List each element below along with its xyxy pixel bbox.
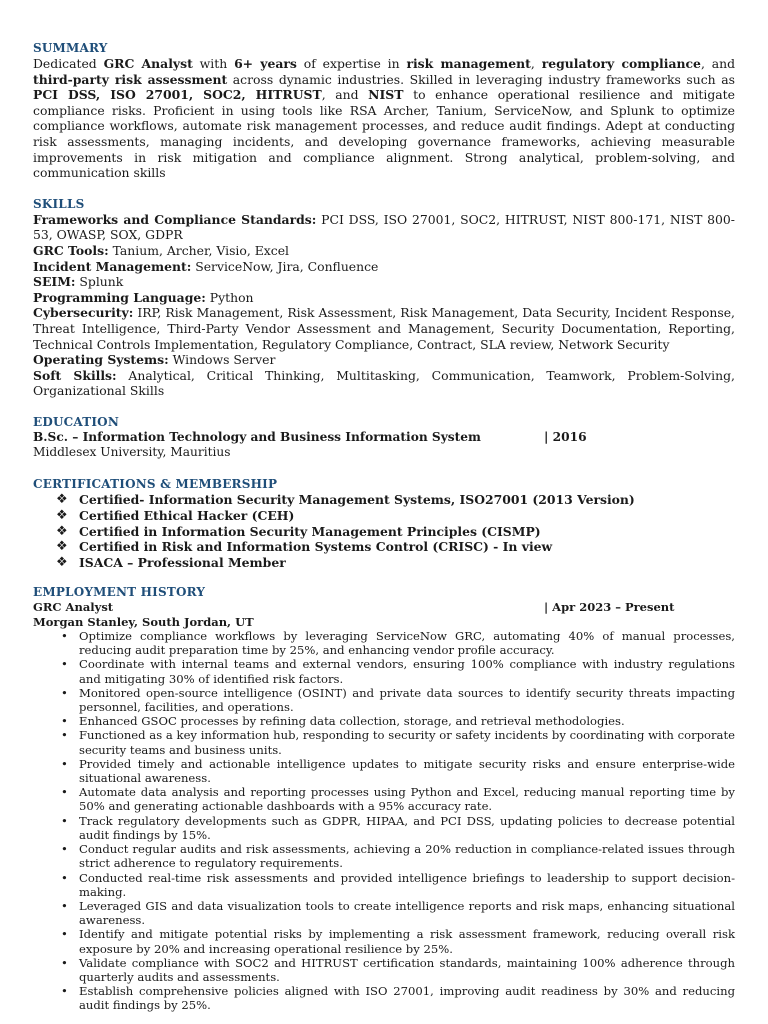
job-title: GRC Analyst [33, 600, 114, 615]
job-company: Morgan Stanley, South Jordan, UT [33, 615, 254, 630]
resume-page [33, 40, 735, 1013]
certification-item [56, 492, 735, 508]
duty-text: Functioned as a key information hub, responding to security or safety incidents by coordinating with corporate security teams and business units. [79, 728, 735, 757]
duty-item [61, 813, 735, 842]
certifications-heading: CERTIFICATIONS & MEMBERSHIP [33, 477, 278, 492]
duty-item [61, 984, 735, 1013]
skills-list [33, 212, 735, 399]
duty-text: Identify and mitigate potential risks by implementing a risk assessment framework, reducing overall risk exposure by 20% and increasing operational resilience by 25%. [79, 927, 735, 956]
certification-item [56, 508, 735, 524]
certification-item [56, 524, 735, 540]
summary-run: risk management [406, 56, 531, 71]
certification-item [56, 539, 735, 555]
duty-text: Optimize compliance workflows by leveraging ServiceNow GRC, automating 40% of manual processes, reducing audit preparation time by 25%, and enhancing vendor profile accuracy. [79, 629, 735, 658]
bullet-dot-icon: • [61, 657, 68, 672]
summary-run: , [530, 56, 542, 71]
diamond-bullet-icon: ❖ [56, 492, 68, 508]
bullet-dot-icon: • [61, 927, 68, 942]
skill-label: Soft Skills: [33, 367, 117, 383]
bullet-dot-icon: • [61, 898, 68, 913]
duty-text: Conducted real-time risk assessments and provided intelligence briefings to leadership to support decision-making. [79, 870, 735, 899]
duty-item [61, 842, 735, 871]
bullet-dot-icon: • [61, 842, 68, 857]
duty-text: Coordinate with internal teams and external vendors, ensuring 100% compliance with industry regulations and mitigating 30% of identified risk factors. [79, 657, 735, 686]
bullet-dot-icon: • [61, 813, 68, 828]
skill-line [33, 274, 735, 290]
summary-run: , and [700, 56, 736, 71]
duty-text: Establish comprehensive policies aligned with ISO 27001, improving audit readiness by 30% and reducing audit findings by 25%. [79, 984, 735, 1013]
skill-label: SEIM: [33, 274, 76, 290]
summary-run: GRC Analyst [103, 56, 193, 71]
skill-line [33, 259, 735, 275]
duty-item [61, 870, 735, 899]
summary-run: 6+ years [234, 56, 297, 71]
skill-line [33, 305, 735, 352]
skill-value: Windows Server [168, 352, 276, 368]
diamond-bullet-icon: ❖ [56, 555, 68, 571]
certifications-section [33, 476, 735, 571]
duty-text: Validate compliance with SOC2 and HITRUST certification standards, maintaining 100% adherence through quarterly audits and assessments. [79, 955, 735, 984]
duty-item [61, 785, 735, 814]
bullet-dot-icon: • [61, 629, 68, 644]
duty-item [61, 955, 735, 984]
duty-item [61, 728, 735, 757]
bullet-dot-icon: • [61, 728, 68, 743]
skill-line [33, 352, 735, 368]
bullet-dot-icon: • [61, 870, 68, 885]
skill-label: Frameworks and Compliance Standards: [33, 211, 317, 227]
duty-item [61, 756, 735, 786]
job-header-row [33, 600, 735, 615]
duty-text: Monitored open-source intelligence (OSINT) and private data sources to identify security threats impacting personnel, facilities, and operations. [79, 685, 735, 715]
certification-text: ISACA – Professional Member [79, 555, 286, 571]
summary-run: Dedicated [33, 56, 104, 71]
bullet-dot-icon: • [61, 785, 68, 800]
bullet-dot-icon: • [61, 714, 68, 729]
duty-text: Track regulatory developments such as GDPR, HIPAA, and PCI DSS, updating policies to decrease potential audit findings by 15%. [79, 813, 735, 842]
skills-section [33, 196, 735, 399]
diamond-bullet-icon: ❖ [56, 523, 68, 539]
job-duties-list [33, 629, 735, 1012]
summary-run: , and [321, 87, 369, 103]
duty-item [61, 898, 735, 928]
summary-text [33, 56, 735, 181]
duty-text: Leveraged GIS and data visualization tools to create intelligence reports and risk maps, enhancing situational awareness. [79, 898, 735, 928]
skill-value: ServiceNow, Jira, Confluence [191, 258, 379, 274]
duty-item [61, 657, 735, 686]
employment-heading: EMPLOYMENT HISTORY [33, 585, 206, 600]
certification-text: Certified in Risk and Information Systems Control (CRISC) - In view [79, 539, 553, 555]
bullet-dot-icon: • [61, 955, 68, 970]
duty-text: Automate data analysis and reporting processes using Python and Excel, reducing manual reporting time by 50% and generating actionable dashboards with a 95% accuracy rate. [79, 785, 735, 814]
skill-value: IRP, Risk Management, Risk Assessment, Risk Management, Data Security, Incident Response, Threat Intelligence, Third-Party Vendor Assessment and Management, Security Documentation, Reporting, Technical Controls Implementation, Regulatory Compliance, Contract, SLA review, Network Security [33, 305, 735, 352]
education-heading: EDUCATION [33, 414, 119, 429]
education-school: Middlesex University, Mauritius [33, 445, 231, 460]
duty-item [61, 714, 735, 729]
duty-item [61, 629, 735, 658]
job-dates: | Apr 2023 – Present [544, 600, 675, 615]
certifications-list [33, 492, 735, 571]
bullet-dot-icon: • [61, 756, 68, 771]
skill-label: Cybersecurity: [33, 305, 134, 321]
summary-run: third-party risk assessment [33, 71, 228, 87]
skills-heading: SKILLS [33, 196, 85, 211]
employment-section [33, 584, 735, 1012]
bullet-dot-icon: • [61, 685, 68, 700]
education-degree: B.Sc. – Information Technology and Business Information System [33, 429, 481, 444]
summary-run: with [192, 56, 235, 71]
education-year: | 2016 [544, 429, 587, 444]
summary-heading: SUMMARY [33, 41, 108, 55]
summary-run: regulatory compliance [541, 56, 701, 71]
skill-label: Incident Management: [33, 258, 192, 274]
skill-line [33, 290, 735, 306]
summary-run: across dynamic industries. Skilled in leveraging industry frameworks such as [227, 71, 736, 87]
skill-value: Analytical, Critical Thinking, Multitasking, Communication, Teamwork, Problem-Solving, Organizational Skills [33, 367, 735, 399]
summary-run: to enhance operational resilience and mitigate compliance risks. Proficient in using tools like RSA Archer, Tanium, ServiceNow, and Splunk to optimize compliance workflows, automate risk management processes, and reduce audit findings. Adept at conducting risk assessments, managing incidents, and developing governance frameworks, achieving measurable improvements in risk mitigation and compliance alignment. Strong analytical, problem-solving, and communication skills [33, 87, 735, 181]
duty-text: Conduct regular audits and risk assessments, achieving a 20% reduction in compliance-related issues through strict adherence to regulatory requirements. [79, 842, 735, 871]
skill-line [33, 243, 735, 259]
bullet-dot-icon: • [61, 984, 68, 999]
duty-item [61, 685, 735, 715]
skill-line [33, 212, 735, 243]
diamond-bullet-icon: ❖ [56, 539, 68, 555]
skill-label: Programming Language: [33, 289, 206, 305]
summary-section [33, 40, 735, 181]
duty-text: Enhanced GSOC processes by refining data collection, storage, and retrieval methodologies. [79, 714, 625, 729]
summary-run: PCI DSS, ISO 27001, SOC2, HITRUST [33, 87, 322, 103]
certification-text: Certified- Information Security Management Systems, ISO27001 (2013 Version) [79, 492, 635, 508]
skill-value: PCI DSS, ISO 27001, SOC2, HITRUST, NIST 800-171, NIST 800-53, OWASP, SOX, GDPR [33, 211, 735, 243]
duty-item [61, 927, 735, 956]
summary-run: of expertise in [296, 56, 407, 71]
skill-line [33, 368, 735, 399]
skill-value: Tanium, Archer, Visio, Excel [108, 242, 289, 258]
education-row [33, 430, 735, 446]
summary-run: NIST [368, 87, 404, 103]
skill-value: Splunk [75, 274, 124, 290]
certification-item [56, 555, 735, 571]
skill-label: GRC Tools: [33, 242, 109, 258]
education-section [33, 414, 735, 461]
duty-text: Provided timely and actionable intelligence updates to mitigate security risks and ensure enterprise-wide situational awareness. [79, 756, 735, 786]
certification-text: Certified in Information Security Management Principles (CISMP) [79, 523, 541, 539]
skill-label: Operating Systems: [33, 352, 169, 368]
certification-text: Certified Ethical Hacker (CEH) [79, 507, 295, 523]
diamond-bullet-icon: ❖ [56, 507, 68, 523]
skill-value: Python [205, 289, 254, 305]
